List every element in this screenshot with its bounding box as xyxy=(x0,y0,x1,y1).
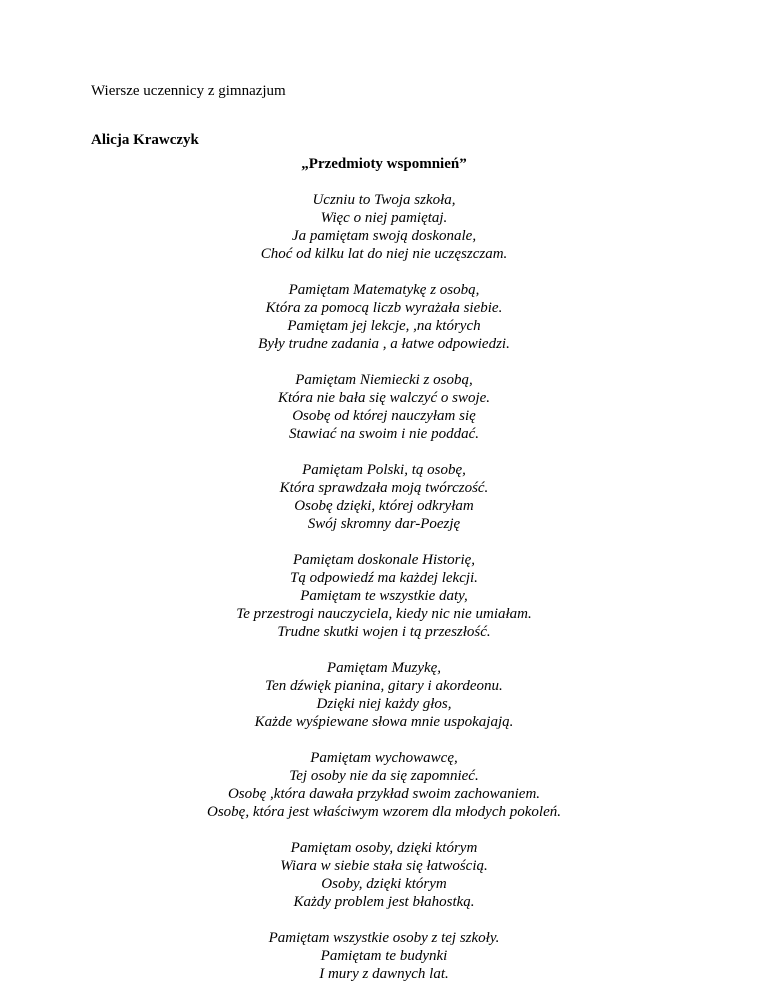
poem-line: Pamiętam wszystkie osoby z tej szkoły. xyxy=(268,930,500,946)
poem-line: Osobę dzięki, której odkryłam xyxy=(294,498,474,514)
poem-line: Pamiętam jej lekcje, ,na których xyxy=(287,318,481,334)
poem-line: Były trudne zadania , a łatwe odpowiedzi. xyxy=(258,336,510,352)
stanza xyxy=(0,371,768,443)
poem-line: Pamiętam Matematykę z osobą, xyxy=(288,282,480,298)
stanza xyxy=(0,749,768,821)
poem-line: Która za pomocą liczb wyrażała siebie. xyxy=(265,300,503,316)
poem-line: Choć od kilku lat do niej nie uczęszczam. xyxy=(260,246,508,262)
stanza xyxy=(0,839,768,911)
poem-line: Tą odpowiedź ma każdej lekcji. xyxy=(290,570,478,586)
poem-line: Pamiętam Niemiecki z osobą, xyxy=(295,372,473,388)
poem-line: Stawiać na swoim i nie poddać. xyxy=(289,426,479,442)
poem-line: I mury z dawnych lat. xyxy=(319,966,449,982)
document-heading: Wiersze uczennicy z gimnazjum xyxy=(91,83,286,99)
poem-line: Pamiętam Muzykę, xyxy=(326,660,442,676)
stanza xyxy=(0,461,768,533)
poem-line: Pamiętam osoby, dzięki którym xyxy=(290,840,478,856)
stanza xyxy=(0,281,768,353)
poem-title: „Przedmioty wspomnień” xyxy=(301,156,467,172)
poem-line: Wiara w siebie stała się łatwością. xyxy=(280,858,488,874)
poem-line: Każde wyśpiewane słowa mnie uspokajają. xyxy=(254,714,514,730)
stanza xyxy=(0,191,768,263)
poem-line: Te przestrogi nauczyciela, kiedy nic nie umiałam. xyxy=(236,606,532,622)
poem-line: Pamiętam te budynki xyxy=(320,948,448,964)
poem-line: Pamiętam te wszystkie daty, xyxy=(300,588,468,604)
poem-line: Uczniu to Twoja szkoła, xyxy=(312,192,456,208)
poem-line: Która sprawdzała moją twórczość. xyxy=(279,480,489,496)
poem-line: Pamiętam Polski, tą osobę, xyxy=(302,462,466,478)
poem-line: Więc o niej pamiętaj. xyxy=(320,210,448,226)
poem-line: Osobę od której nauczyłam się xyxy=(292,408,476,424)
poem-line: Pamiętam doskonale Historię, xyxy=(292,552,476,568)
poem-line: Osoby, dzięki którym xyxy=(321,876,447,892)
poem-stanzas xyxy=(0,191,768,983)
poem-line: Osobę ,która dawała przykład swoim zachowaniem. xyxy=(227,786,541,802)
poem-line: Trudne skutki wojen i tą przeszłość. xyxy=(277,624,491,640)
poem-line: Ja pamiętam swoją doskonale, xyxy=(291,228,477,244)
poem-line: Ten dźwięk pianina, gitary i akordeonu. xyxy=(265,678,503,694)
poem-line: Dzięki niej każdy głos, xyxy=(316,696,452,712)
poem-line: Osobę, która jest właściwym wzorem dla młodych pokoleń. xyxy=(207,804,561,820)
author-name: Alicja Krawczyk xyxy=(91,132,199,148)
poem-line: Która nie bała się walczyć o swoje. xyxy=(277,390,491,406)
stanza xyxy=(0,659,768,731)
poem-line: Swój skromny dar-Poezję xyxy=(307,516,461,532)
stanza xyxy=(0,929,768,983)
poem xyxy=(0,155,768,1001)
poem-line: Pamiętam wychowawcę, xyxy=(310,750,458,766)
stanza xyxy=(0,551,768,641)
poem-line: Tej osoby nie da się zapomnieć. xyxy=(289,768,479,784)
poem-line: Każdy problem jest błahostką. xyxy=(293,894,475,910)
